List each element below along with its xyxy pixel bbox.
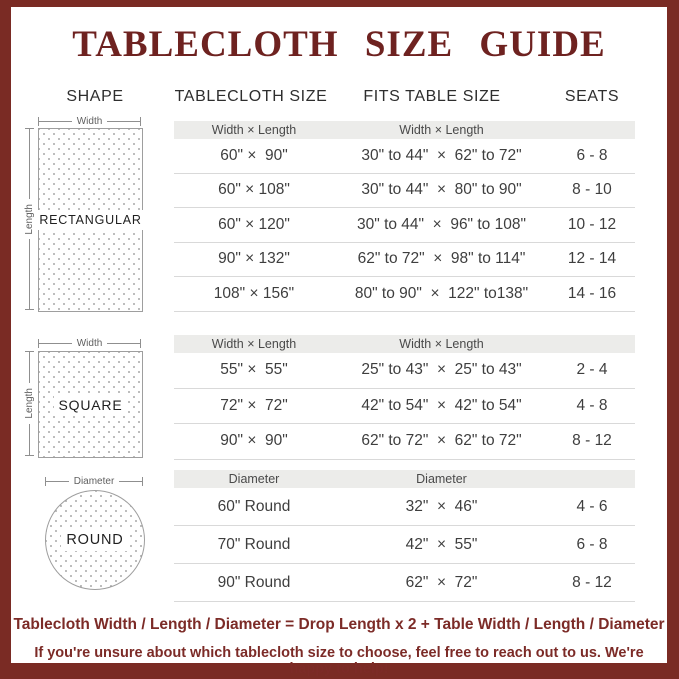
table-row: 60" Round 32" × 46" 4 - 6 bbox=[174, 488, 635, 526]
table-row: 70" Round 42" × 55" 6 - 8 bbox=[174, 526, 635, 564]
square-size-table bbox=[174, 335, 635, 460]
page-title: TABLECLOTH SIZE GUIDE bbox=[72, 24, 606, 65]
rectangular-shape-label: RECTANGULAR bbox=[34, 210, 146, 230]
table-row: 72" × 72" 42" to 54" × 42" to 54" 4 - 8 bbox=[174, 389, 635, 425]
round-shape bbox=[45, 490, 145, 590]
table-row: 60" × 120" 30" to 44" × 96" to 108" 10 - 12 bbox=[174, 208, 635, 243]
rectangular-size-table bbox=[174, 121, 635, 312]
length-dimension-label: Length bbox=[23, 203, 35, 235]
table-row: 90" Round 62" × 72" 8 - 12 bbox=[174, 564, 635, 602]
table-row: 55" × 55" 25" to 43" × 25" to 43" 2 - 4 bbox=[174, 353, 635, 389]
width-dimension-arrow bbox=[38, 115, 141, 127]
table-row: 60" × 108" 30" to 44" × 80" to 90" 8 - 10 bbox=[174, 174, 635, 209]
table-row: 108" × 156" 80" to 90" × 122" to138" 14 - 16 bbox=[174, 277, 635, 312]
column-header-shape: SHAPE bbox=[66, 88, 124, 105]
subheader-tablecloth: Width × Length bbox=[211, 123, 297, 137]
subheader-tablecloth: Diameter bbox=[228, 472, 280, 486]
table-row: 90" × 90" 62" to 72" × 62" to 72" 8 - 12 bbox=[174, 424, 635, 460]
table-row: 60" × 90" 30" to 44" × 62" to 72" 6 - 8 bbox=[174, 139, 635, 174]
length-dimension-label: Length bbox=[23, 388, 35, 419]
subheader-fits: Width × Length bbox=[399, 337, 484, 351]
column-header-fits-table-size: FITS TABLE SIZE bbox=[363, 88, 501, 105]
subheader-fits: Diameter bbox=[416, 472, 467, 486]
width-dimension-arrow bbox=[38, 337, 141, 349]
table-subheader bbox=[174, 121, 635, 139]
round-shape-label: ROUND bbox=[61, 529, 128, 551]
diameter-dimension-label: Diameter bbox=[73, 475, 115, 487]
round-size-table bbox=[174, 470, 635, 602]
width-dimension-label: Width bbox=[76, 337, 103, 349]
column-header-tablecloth-size: TABLECLOTH SIZE bbox=[174, 88, 328, 105]
column-header-seats: SEATS bbox=[564, 88, 620, 105]
footer-formula: Tablecloth Width / Length / Diameter = Drop Length x 2 + Table Width / Length / Diameter bbox=[13, 616, 665, 633]
length-dimension-arrow bbox=[23, 351, 35, 456]
table-subheader bbox=[174, 470, 635, 488]
subheader-tablecloth: Width × Length bbox=[211, 337, 297, 351]
footer-note: If you're unsure about which tablecloth size to choose, feel free to reach out to us. We're happy to help! bbox=[34, 645, 644, 677]
length-dimension-arrow bbox=[23, 128, 35, 310]
rectangular-shape bbox=[38, 128, 143, 312]
subheader-fits: Width × Length bbox=[399, 123, 484, 137]
table-row: 90" × 132" 62" to 72" × 98" to 114" 12 - 14 bbox=[174, 243, 635, 278]
size-guide-card bbox=[11, 7, 667, 677]
square-shape-label: SQUARE bbox=[54, 394, 128, 416]
width-dimension-label: Width bbox=[76, 115, 103, 127]
diameter-dimension-arrow bbox=[45, 475, 143, 487]
square-shape bbox=[38, 351, 143, 458]
table-subheader bbox=[174, 335, 635, 353]
